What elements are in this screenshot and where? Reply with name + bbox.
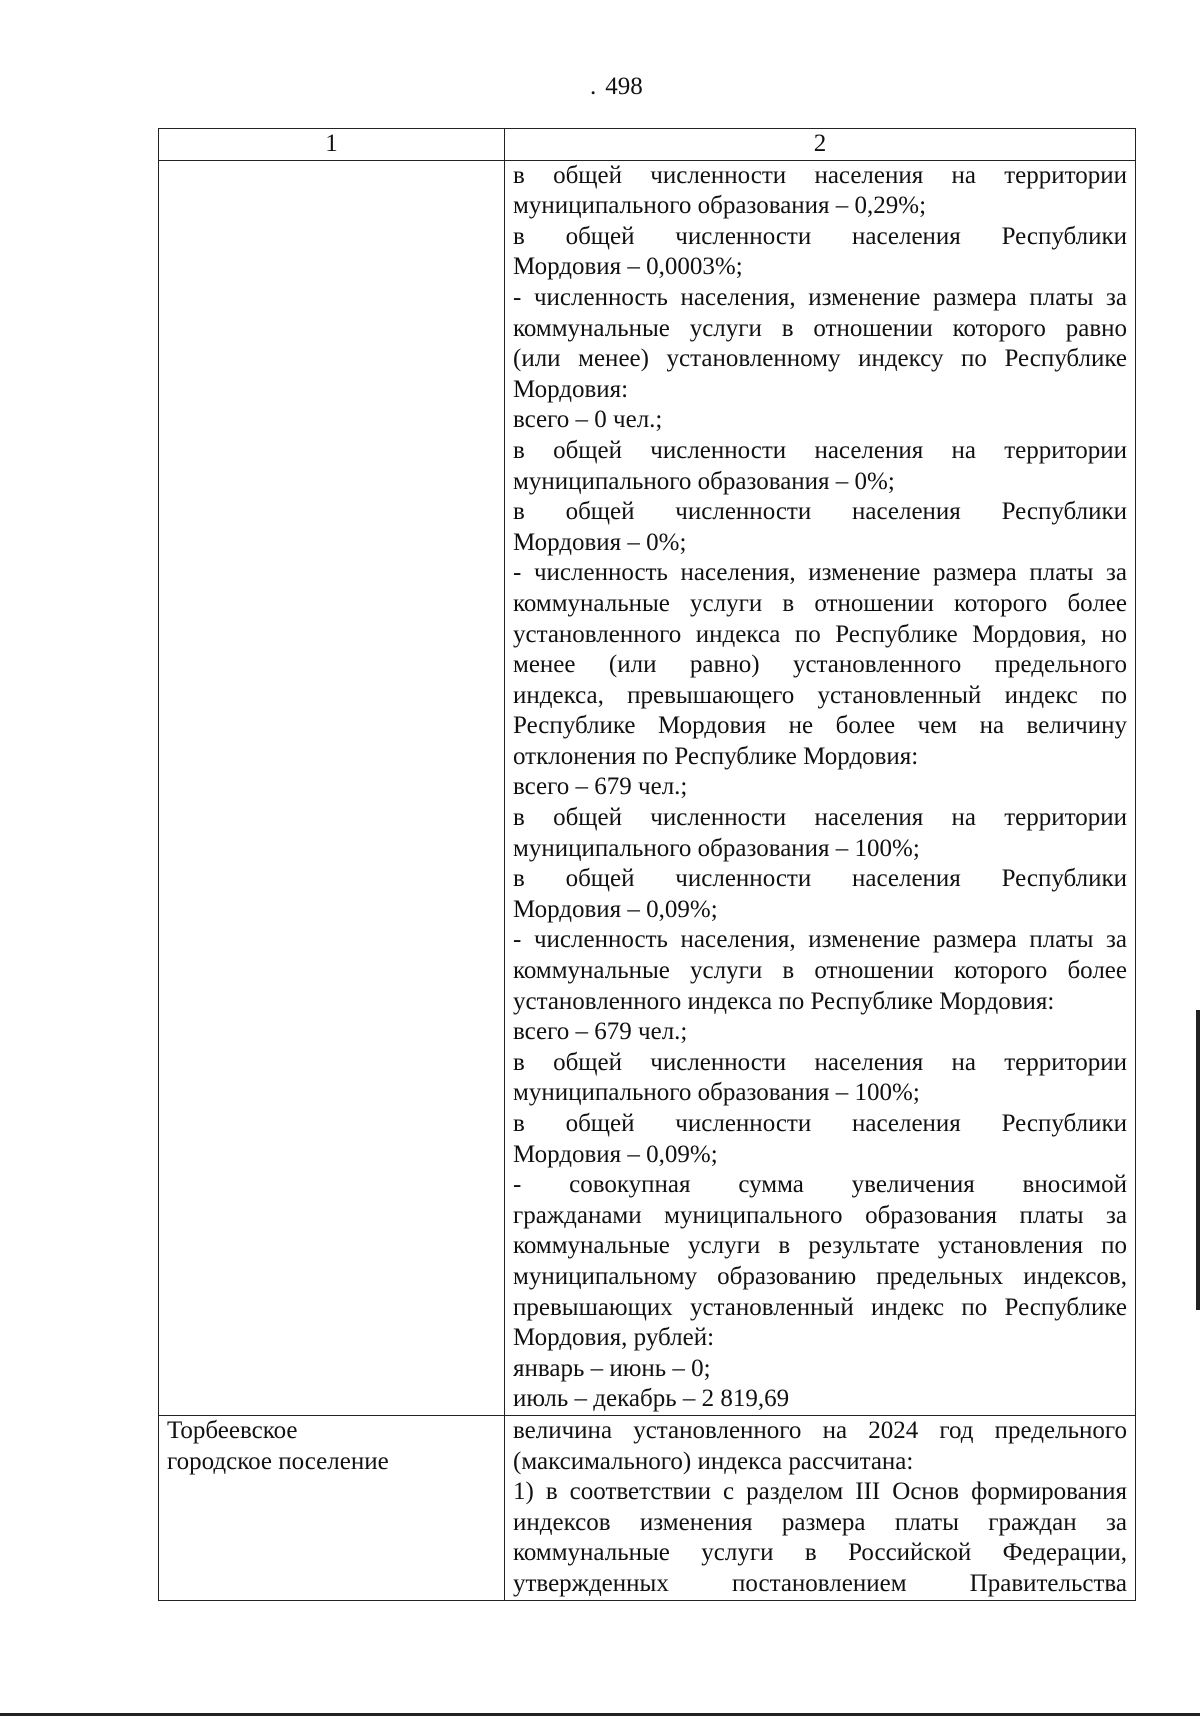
text-line: отклонения по Республике Мордовия: xyxy=(513,742,919,770)
text-line: установленного индекса по Республике Мордовия: xyxy=(513,987,1055,1015)
page-number-header xyxy=(0,72,1200,102)
text-line: 1) в соответствии с разделом III Основ формирования xyxy=(513,1478,1127,1506)
text-line: менее (или равно) установленного предельного xyxy=(513,651,1127,679)
text-line: июль – декабрь – 2 819,69 xyxy=(513,1385,790,1413)
text-line: утвержденных постановлением Правительства xyxy=(513,1569,1127,1597)
text-line: Мордовия – 0,0003%; xyxy=(513,253,743,281)
text-line: коммунальные услуги в отношении которого равно xyxy=(513,314,1127,342)
municipality-name-line: Торбеевское xyxy=(167,1416,298,1444)
column-header-2: 2 xyxy=(505,129,1136,161)
text-line: установленного индекса по Республике Мордовия, но xyxy=(513,620,1127,648)
text-line: всего – 0 чел.; xyxy=(513,406,663,434)
description-cell xyxy=(505,1415,1136,1600)
text-line: - численность населения, изменение размера платы за xyxy=(513,559,1127,587)
text-line: муниципального образования – 100%; xyxy=(513,834,920,862)
text-line: (или менее) установленному индексу по Республике xyxy=(513,345,1127,373)
text-line: в общей численности населения на территории xyxy=(513,161,1127,189)
text-line: в общей численности населения на территории xyxy=(513,1048,1127,1076)
text-line: муниципального образования – 0,29%; xyxy=(513,192,927,220)
page-dot-mark: . xyxy=(590,73,597,100)
text-line: гражданами муниципального образования платы за xyxy=(513,1201,1127,1229)
page-number: 498 xyxy=(605,73,643,100)
text-line: (максимального) индекса рассчитана: xyxy=(513,1447,914,1475)
text-line: величина установленного на 2024 год предельного xyxy=(513,1416,1127,1444)
text-line: - численность населения, изменение размера платы за xyxy=(513,283,1127,311)
table-row xyxy=(159,160,1136,1415)
text-line: в общей численности населения Республики xyxy=(513,498,1127,526)
municipality-name-cell xyxy=(159,1415,505,1600)
text-line: коммунальные услуги в Российской Федерации, xyxy=(513,1539,1127,1567)
text-line: коммунальные услуги в отношении которого более xyxy=(513,589,1127,617)
text-line: Мордовия – 0%; xyxy=(513,528,687,556)
text-line: Мордовия – 0,09%; xyxy=(513,895,718,923)
text-line: Республике Мордовия не более чем на величину xyxy=(513,712,1127,740)
municipality-name-line: городское поселение xyxy=(167,1447,389,1475)
text-line: в общей численности населения Республики xyxy=(513,222,1127,250)
column-header-1: 1 xyxy=(159,129,505,161)
text-line: муниципального образования – 0%; xyxy=(513,467,895,495)
table-row xyxy=(159,1415,1136,1600)
text-line: в общей численности населения на территории xyxy=(513,804,1127,832)
text-line: Мордовия, рублей: xyxy=(513,1324,715,1352)
text-line: всего – 679 чел.; xyxy=(513,773,688,801)
table-header-row xyxy=(159,129,1136,161)
text-line: Мордовия – 0,09%; xyxy=(513,1140,718,1168)
municipality-name-cell xyxy=(159,160,505,1415)
text-line: превышающих установленный индекс по Республике xyxy=(513,1293,1127,1321)
description-cell xyxy=(505,160,1136,1415)
text-line: муниципальному образованию предельных индексов, xyxy=(513,1262,1127,1290)
text-line: в общей численности населения на территории xyxy=(513,436,1127,464)
text-line: - численность населения, изменение размера платы за xyxy=(513,926,1127,954)
text-line: всего – 679 чел.; xyxy=(513,1018,688,1046)
text-line: индексов изменения размера платы граждан за xyxy=(513,1508,1127,1536)
text-line: индекса, превышающего установленный индекс по xyxy=(513,681,1127,709)
text-line: Мордовия: xyxy=(513,375,629,403)
text-line: в общей численности населения Республики xyxy=(513,1110,1127,1137)
scan-edge-mark xyxy=(1196,1010,1200,1310)
text-line: муниципального образования – 100%; xyxy=(513,1079,920,1107)
text-line: январь – июнь – 0; xyxy=(513,1354,711,1382)
text-line: коммунальные услуги в результате установления по xyxy=(513,1232,1127,1260)
text-line: в общей численности населения Республики xyxy=(513,865,1127,893)
text-line: - совокупная сумма увеличения вносимой xyxy=(513,1171,1127,1199)
text-line: коммунальные услуги в отношении которого более xyxy=(513,957,1127,985)
document-table xyxy=(158,128,1136,1601)
